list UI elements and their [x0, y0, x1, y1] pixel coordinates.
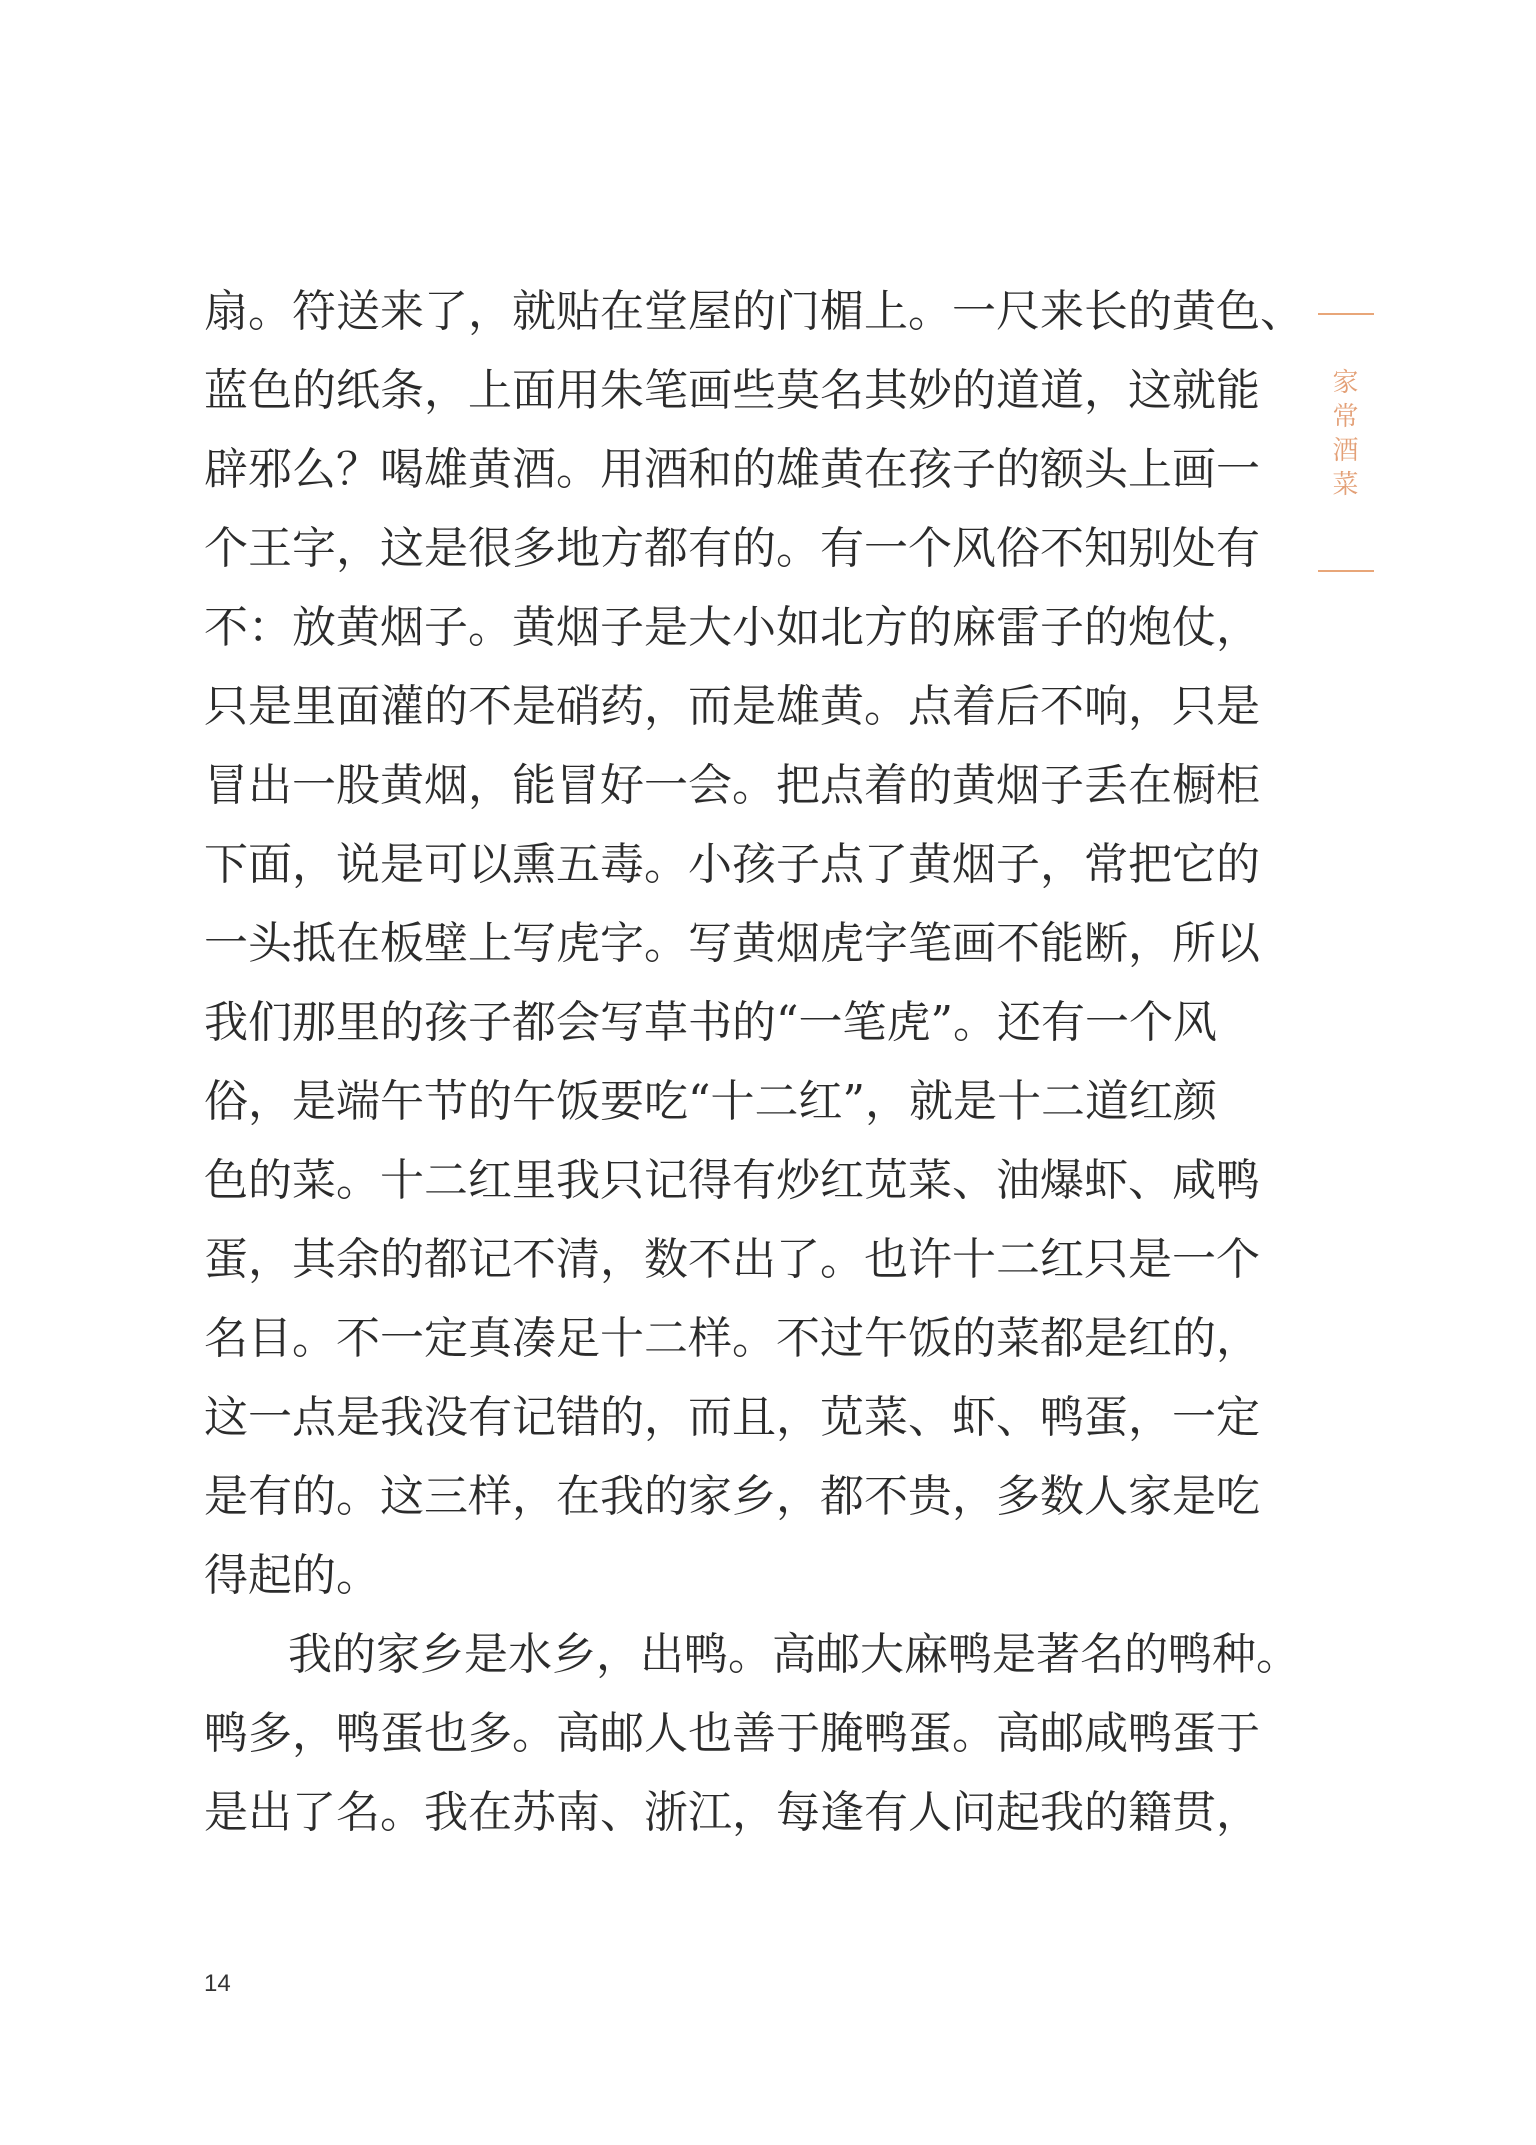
paragraph-end-line: 得起的。 — [204, 1550, 380, 1601]
text-line: 不：放黄烟子。黄烟子是大小如北方的麻雷子的炮仗， — [204, 602, 1260, 653]
body-text — [204, 272, 1304, 1852]
page-number: 14 — [204, 1970, 231, 1997]
text-line: 是出了名。我在苏南、浙江，每逢有人问起我的籍贯， — [204, 1787, 1260, 1838]
text-line: 我们那里的孩子都会写草书的“一笔虎”。还有一个风 — [204, 997, 1217, 1048]
text-line: 蛋，其余的都记不清，数不出了。也许十二红只是一个 — [204, 1234, 1260, 1285]
text-line: 这一点是我没有记错的，而且，苋菜、虾、鸭蛋，一定 — [204, 1392, 1260, 1443]
text-line: 冒出一股黄烟，能冒好一会。把点着的黄烟子丢在橱柜 — [204, 760, 1260, 811]
text-line: 蓝色的纸条，上面用朱笔画些莫名其妙的道道，这就能 — [204, 365, 1260, 416]
text-line: 鸭多，鸭蛋也多。高邮人也善于腌鸭蛋。高邮咸鸭蛋于 — [204, 1708, 1260, 1759]
text-line: 名目。不一定真凑足十二样。不过午饭的菜都是红的， — [204, 1313, 1260, 1364]
text-line: 扇。符送来了，就贴在堂屋的门楣上。一尺来长的黄色、 — [204, 286, 1304, 337]
paragraph-start-line: 我的家乡是水乡，出鸭。高邮大麻鸭是著名的鸭种。 — [288, 1629, 1300, 1680]
text-line: 只是里面灌的不是硝药，而是雄黄。点着后不响，只是 — [204, 681, 1260, 732]
text-line: 下面，说是可以熏五毒。小孩子点了黄烟子，常把它的 — [204, 839, 1260, 890]
text-line: 个王字，这是很多地方都有的。有一个风俗不知别处有 — [204, 523, 1260, 574]
side-rule-bottom — [1318, 570, 1374, 572]
side-rule-top — [1318, 313, 1374, 315]
text-line: 是有的。这三样，在我的家乡，都不贵，多数人家是吃 — [204, 1471, 1260, 1522]
text-line: 一头抵在板壁上写虎字。写黄烟虎字笔画不能断，所以 — [204, 918, 1260, 969]
text-line: 色的菜。十二红里我只记得有炒红苋菜、油爆虾、咸鸭 — [204, 1155, 1260, 1206]
text-line: 俗，是端午节的午饭要吃“十二红”，就是十二道红颜 — [204, 1076, 1217, 1127]
running-head-title: 家常酒菜 — [1328, 368, 1358, 504]
text-line: 辟邪么？喝雄黄酒。用酒和的雄黄在孩子的额头上画一 — [204, 444, 1260, 495]
